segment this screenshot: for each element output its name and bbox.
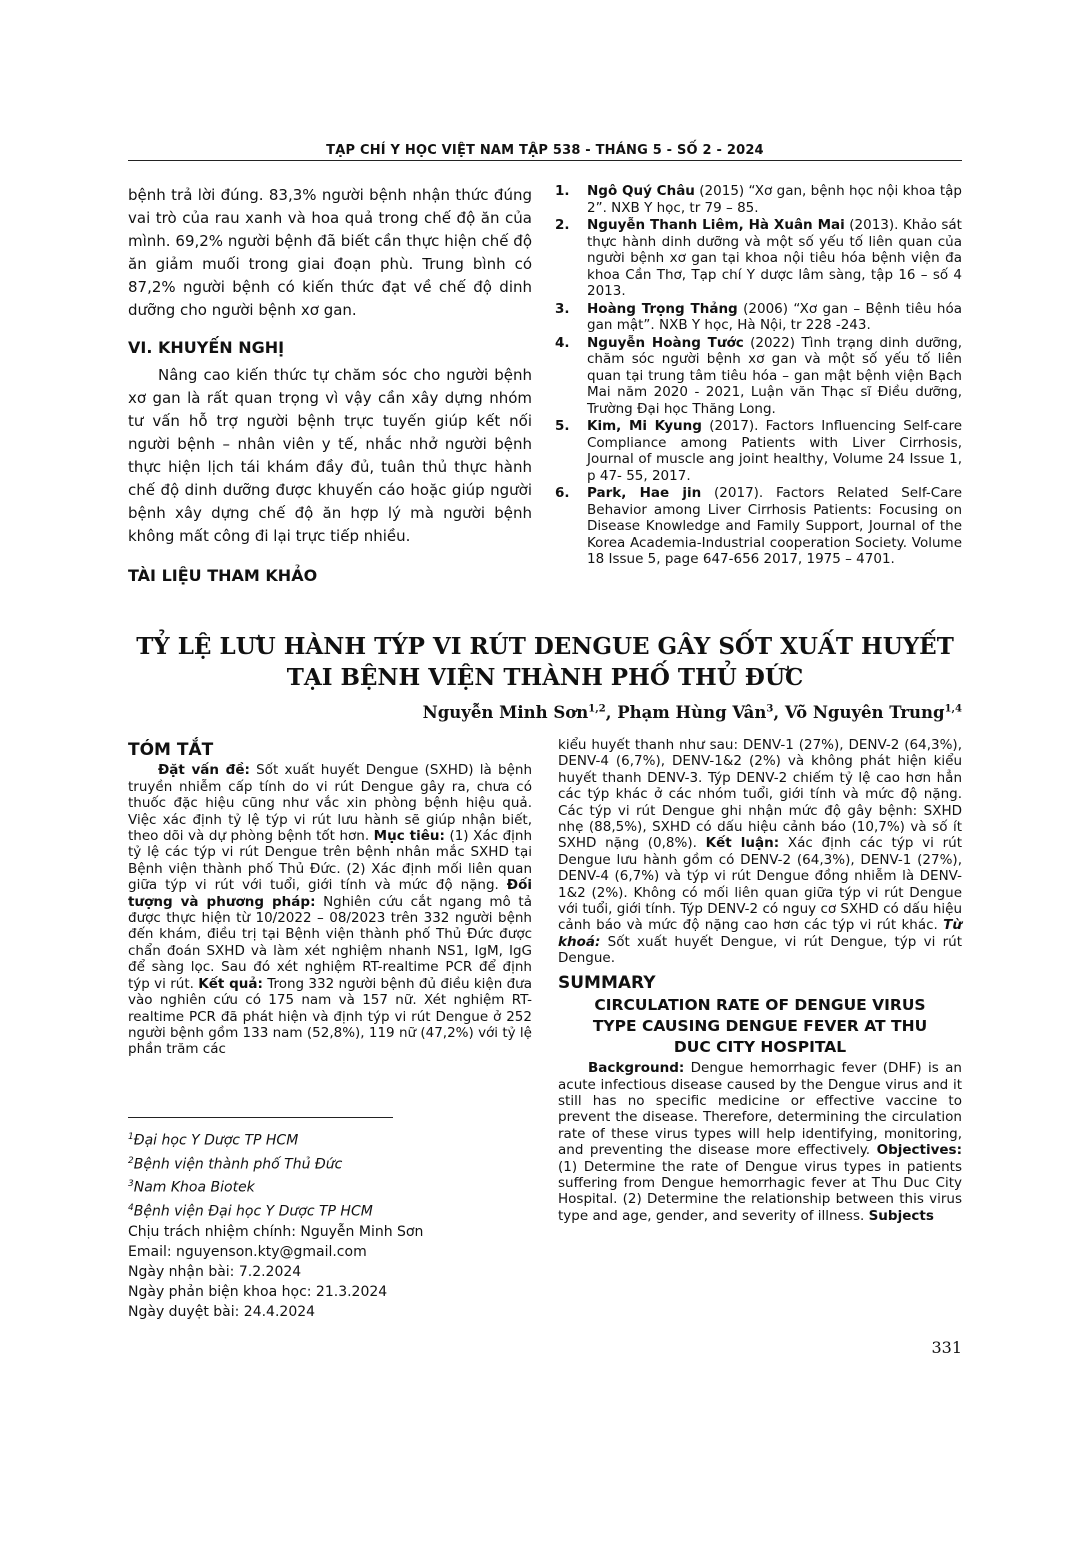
author-name: Võ Nguyên Trung [784,703,945,722]
author-name: Phạm Hùng Vân [617,703,767,722]
prev-article-conclusion-paragraph: bệnh trả lời đúng. 83,3% người bệnh nhận thức đúng vai trò của rau xanh và hoa quả trong chế độ ăn của mình. 69,2% người bệnh đã biết cần thực hiện chế độ ăn giảm muối trong giai đoạn phù. Trung bình có 87,2% người bệnh có kiến thức đạt về chế độ dinh dưỡng cho người bệnh xơ gan. [128,186,532,319]
references-list [555,183,962,569]
reference-text: (2022) Tình trạng dinh dưỡng, chăm sóc người bệnh xơ gan và một số yếu tố liên quan tại trung tâm tiêu hóa – gan mật bệnh viện Bạch Mai năm 2020 - 2021, Luận văn Thạc sĩ Điều dưỡng, Trường Đại học Thăng Long. [587,334,963,417]
abstract-vi-paragraph: Đặt vấn đề: Sốt xuất huyết Dengue (SXHD) là bệnh truyền nhiễm cấp tính do vi rút Dengue gây ra, chưa có thuốc đặc hiệu cũng như vắc xin phòng bệnh hiệu quả. Việc xác định tỷ lệ týp vi rút lưu hành sẽ giúp nhận biết, theo dõi và dự phòng bệnh tốt hơn. Mục tiêu: (1) Xác định tỷ lệ các týp vi rút Dengue trên bệnh nhân mắc SXHD tại Bệnh viện thành phố Thủ Đức. (2) Xác định mối liên quan giữa týp vi rút với tuổi, giới tính và mức độ nặng. Đối tượng và phương pháp: Nghiên cứu cắt ngang mô tả được thực hiện từ 10/2022 – 08/2023 trên 332 người bệnh đến khám, điều trị tại Bệnh viện thành phố Thủ Đức được chẩn đoán SXHD và làm xét nghiệm nhanh NS1, IgM, IgG để sàng lọc. Sau đó xét nghiệm RT-realtime PCR để định týp vi rút. Kết quả: Trong 332 người bệnh đủ điều kiện đưa vào nghiên cứu có 175 nam và 157 nữ. Xét nghiệm RT-realtime PCR đã phát hiện và định týp vi rút Dengue ở 252 người bệnh gồm 133 nam (52,8%), 119 nữ (47,2%) với tỷ lệ phần trăm các [128,762,533,1058]
reference-item [555,301,962,334]
reference-number: 5. [555,418,570,434]
author-affiliation-marker: 1,2 [588,703,606,715]
reference-author: Ngô Quý Châu [587,183,695,199]
abstract-left-column [128,742,532,1058]
reference-author: Park, Hae jin [587,485,702,501]
summary-heading: SUMMARY [558,972,656,993]
reference-text: (2013). Khảo sát thực hành dinh dưỡng và một số yếu tố liên quan của người bệnh xơ gan tại khoa nội tiêu hóa bệnh viện đa khoa Cần Thơ, Tạp chí Y dược lâm sàng, tập 16 – số 4 2013. [587,217,962,299]
reference-text: (2015) “Xơ gan, bệnh học nội khoa tập 2”. NXB Y học, tr 79 – 85. [587,183,962,216]
reference-number: 1. [555,183,570,199]
article-title-line-1: TỶ LỆ LƯU HÀNH TÝP VI RÚT DENGUE GÂY SỐT XUẤT HUYẾT [136,633,954,660]
references-heading: TÀI LIỆU THAM KHẢO [128,566,318,585]
methods-label: Đối tượng và phương pháp: [128,877,532,910]
reference-text: (2006) “Xơ gan – Bệnh tiêu hóa gan mật”. NXB Y học, Hà Nội, tr 228 -243. [587,300,962,333]
reference-item [555,217,962,300]
reference-author: Hoàng Trọng Thảng [587,300,738,317]
en-objectives-label: Objectives: [876,1142,962,1159]
results-label: Kết quả: [198,975,263,992]
reference-number: 3. [555,300,570,317]
recommendations-paragraph: Nâng cao kiến thức tự chăm sóc cho người bệnh xơ gan là rất quan trọng vì vậy cần xây dựng nhóm tư vấn hỗ trợ người bệnh trực tuyến giúp kết nối người bệnh – nhân viên y tế, nhắc nhở người bệnh thực hiện lịch tái khám đầy đủ, tuân thủ thực hành chế độ dinh dưỡng được khuyến cáo hoặc giúp người bệnh xây dựng chế độ ăn hợp lý mà người bệnh không mất công đi lại trực tiếp nhiều. [128,366,532,545]
abstract-heading: TÓM TẮT [128,740,214,760]
reference-item [555,335,962,418]
objectives-label: Mục tiêu: [373,828,445,845]
en-background-label: Background: [588,1060,685,1077]
reference-number: 6. [555,485,570,501]
received-date: Ngày nhận bài: 7.2.2024 [128,1263,302,1280]
recommendations-heading: VI. KHUYẾN NGHỊ [128,338,285,357]
header-rule [128,160,962,161]
journal-header: TẠP CHÍ Y HỌC VIỆT NAM TẬP 538 - THÁNG 5 - SỐ 2 - 2024 [326,143,764,158]
reference-author: Nguyễn Thanh Liêm, Hà Xuân Mai [587,217,845,233]
affiliation-2: $^2$Bệnh viện thành phố Thủ Đức [128,1155,343,1173]
reference-item [555,418,962,484]
affiliation-3: $^3$Nam Khoa Biotek [128,1179,255,1196]
abstract-en-paragraph: Background: Dengue hemorrhagic fever (DHF) is an acute infectious disease caused by the Dengue virus and it still has no specific medicine or effective vaccine to prevent the disease. Therefore, determining the circulation rate of these virus types will help identifying, monitoring, and preventing the disease more effectively. Objectives: (1) Determine the rate of Dengue virus types in patients suffering from Dengue hemorrhagic fever at Thu Duc City Hospital. (2) Determine the relationship between this virus type and age, gender, and severity of illness. Subjects [558,1060,962,1224]
reference-author: Nguyễn Hoàng Tước [587,334,744,351]
abstract-vi-continuation: kiểu huyết thanh như sau: DENV-1 (27%), DENV-2 (64,3%), DENV-4 (6,7%), DENV-1&2 (2%) và không phát hiện kiểu huyết thanh DENV-3. Týp DENV-2 chiếm tỷ lệ cao hơn hẳn các týp khác ở các nhóm tuổi, giới tính và mức độ nặng. Các týp vi rút Dengue ghi nhận mức độ gây bệnh: SXHD nhẹ (88,5%), SXHD có dấu hiệu cảnh báo (10,7%) và số ít SXHD nặng (0,8%). Kết luận: Xác định các týp vi rút Dengue lưu hành gồm có DENV-2 (64,3%), DENV-1 (27%), DENV-4 (6,7%) và týp vi rút Dengue đồng nhiễm là DENV-1&2 (2%). Không có mối liên quan giữa týp vi rút Dengue với tuổi, giới tính. Týp DENV-2 có nguy cơ SXHD có dấu hiệu cảnh báo và mức độ nặng cao hơn các týp vi rút khác. Từ khoá: Sốt xuất huyết Dengue, vi rút Dengue, týp vi rút Dengue. [558,737,962,967]
english-title: CIRCULATION RATE OF DENGUE VIRUS TYPE CAUSING DENGUE FEVER AT THU DUC CITY HOSPITAL [592,996,928,1057]
reference-item [555,485,962,568]
author-affiliation-marker: 1,4 [944,703,962,715]
corresponding-author: Chịu trách nhiệm chính: Nguyễn Minh Sơn [128,1223,424,1240]
article-title-line-2: TẠI BỆNH VIỆN THÀNH PHỐ THỦ ĐỨC [286,664,804,691]
footnote-rule [128,1117,393,1118]
author-affiliation-marker: 3 [766,703,774,715]
author-name: Nguyễn Minh Sơn [422,703,589,722]
reference-number: 4. [555,334,570,351]
conclusion-label: Kết luận: [705,835,780,852]
affiliation-4: $^4$Bệnh viện Đại học Y Dược TP HCM [128,1202,373,1220]
reference-text: (2017). Factors Related Self-Care Behavior among Liver Cirrhosis Patients: Focusing on Disease Knowledge and Family Support, Journal of the Korea Academia-Industrial cooperation Society. Volume 18 Issue 5, page 647-656 2017, 1975 – 4701. [587,485,962,567]
review-date: Ngày phản biện khoa học: 21.3.2024 [128,1283,388,1300]
accepted-date: Ngày duyệt bài: 24.4.2024 [128,1303,316,1320]
en-subjects-label: Subjects [868,1207,934,1224]
keywords-label: Từ khoá: [558,917,962,950]
abstract-right-column [558,737,962,1224]
author-list: Nguyễn Minh Sơn$^{1,2}$, Phạm Hùng Vân$^3$, Võ Nguyên Trung$^{1,4}$ [422,703,962,722]
page-number: 331 [931,1338,962,1357]
contact-email: Email: nguyenson.kty@gmail.com [128,1243,367,1260]
reference-number: 2. [555,217,570,233]
affiliation-1: $^1$Đại học Y Dược TP HCM [128,1132,299,1149]
reference-text: (2017). Factors Influencing Self-care Compliance among Patients with Liver Cirrhosis, Journal of muscle ang joint healthy, Volume 24 Issue 1, p 47- 55, 2017. [587,418,963,484]
reference-author: Kim, Mi Kyung [587,418,702,434]
footnotes [128,1127,532,1322]
prev-article-left-column [128,184,532,592]
article-title [128,631,962,693]
background-label: Đặt vấn đề: [158,762,250,779]
reference-item [555,183,962,216]
